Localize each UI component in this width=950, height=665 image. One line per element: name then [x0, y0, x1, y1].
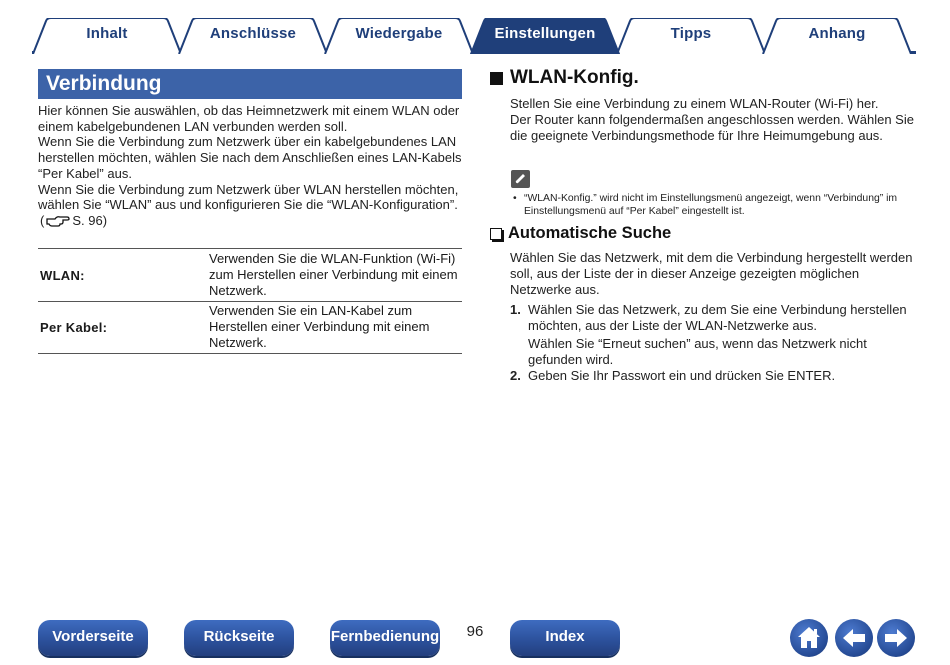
remote-control-button[interactable]: Fernbedienung [330, 620, 440, 656]
step-text: Geben Sie Ihr Passwort ein und drücken Sie ENTER. [528, 368, 836, 383]
tab-einstellungen[interactable] [470, 18, 620, 54]
heading-text: WLAN-Konfig. [510, 67, 639, 88]
table-row [38, 302, 462, 354]
tab-label: Anhang [808, 25, 866, 42]
note-text: “WLAN-Konfig.” wird nicht im Einstellungsmenü angezeigt, wenn “Verbindung” im Einstellungsmenü auf “Per Kabel” eingestellt ist. [524, 193, 898, 217]
step-number: 2. [510, 368, 521, 383]
checkbox-square-icon [490, 228, 502, 240]
heading-wlan-konfig [490, 67, 639, 89]
tab-wiedergabe[interactable] [324, 18, 474, 54]
list-item [510, 368, 920, 384]
paragraph: Stellen Sie eine Verbindung zu einem WLAN-Router (Wi-Fi) her. [510, 96, 879, 111]
back-cover-button[interactable]: Rückseite [184, 620, 294, 656]
tab-tipps[interactable] [616, 18, 766, 54]
step-subtext: Wählen Sie “Erneut suchen” aus, wenn das Netzwerk nicht gefunden wird. [528, 336, 867, 367]
step-number: 1. [510, 302, 521, 317]
note [512, 192, 920, 218]
section-description [38, 103, 468, 229]
list-item [510, 302, 920, 368]
paragraph: Der Router kann folgendermaßen angeschlossen werden. Wählen Sie die geeignete Verbindungsmethode für Ihre Heimumgebung aus. [510, 112, 914, 143]
tab-label: Inhalt [86, 25, 128, 42]
arrow-left-icon [835, 619, 873, 657]
subheading-text: Automatische Suche [508, 224, 672, 242]
paragraph-text: Wenn Sie die Verbindung zum Netzwerk über WLAN herstellen möchten, wählen Sie “WLAN” aus und konfigurieren Sie die “WLAN-Konfiguration”. [38, 181, 459, 213]
index-button[interactable]: Index [510, 620, 620, 656]
paragraph [38, 182, 468, 213]
reference-page: S. 96) [72, 212, 108, 228]
tab-label: Wiedergabe [355, 25, 443, 42]
page-reference[interactable] [38, 213, 468, 229]
pencil-icon [511, 170, 530, 188]
option-key: Per Kabel: [38, 302, 209, 354]
home-icon [790, 619, 828, 657]
pointing-hand-icon [46, 215, 70, 227]
bullet: • [513, 193, 517, 204]
table-row [38, 249, 462, 302]
home-button[interactable] [790, 619, 828, 657]
tab-label: Einstellungen [494, 25, 596, 42]
tab-bar [32, 16, 916, 54]
forward-button[interactable] [877, 619, 915, 657]
paragraph: Wenn Sie die Verbindung zum Netzwerk über ein kabelgebundenes LAN herstellen möchten, wählen Sie nach dem Anschließen eines LAN-Kabels “Per Kabel” aus. [38, 134, 462, 181]
arrow-right-icon [877, 619, 915, 657]
section-title: Verbindung [38, 69, 462, 99]
front-page-button[interactable]: Vorderseite [38, 620, 148, 656]
heading-square-icon [490, 72, 503, 85]
tab-label: Tipps [670, 25, 712, 42]
tab-inhalt[interactable] [32, 18, 182, 54]
wlan-intro [510, 96, 920, 144]
tab-anschluesse[interactable] [178, 18, 328, 54]
option-key: WLAN: [38, 249, 209, 302]
steps-list [510, 302, 920, 384]
option-description: Verwenden Sie die WLAN-Funktion (Wi-Fi) zum Herstellen einer Verbindung mit einem Netzwerk. [209, 249, 462, 302]
options-table [38, 248, 462, 354]
paragraph: Hier können Sie auswählen, ob das Heimnetzwerk mit einem WLAN oder einem kabelgebundenen LAN verbunden werden soll. [38, 103, 460, 134]
page-number: 96 [466, 623, 484, 640]
back-button[interactable] [835, 619, 873, 657]
tab-label: Anschlüsse [209, 25, 297, 42]
option-description: Verwenden Sie ein LAN-Kabel zum Herstellen einer Verbindung mit einem Netzwerk. [209, 302, 462, 354]
search-intro: Wählen Sie das Netzwerk, mit dem die Verbindung hergestellt werden soll, aus der Liste der in dieser Anzeige gezeigten möglichen Netzwerke aus. [510, 250, 913, 297]
step-text: Wählen Sie das Netzwerk, zu dem Sie eine Verbindung herstellen möchten, aus der Liste der WLAN-Netzwerke aus. [528, 302, 907, 333]
subheading-automatische-suche [490, 224, 671, 243]
tab-anhang[interactable] [762, 18, 912, 54]
reference-open-paren: ( [40, 212, 45, 228]
